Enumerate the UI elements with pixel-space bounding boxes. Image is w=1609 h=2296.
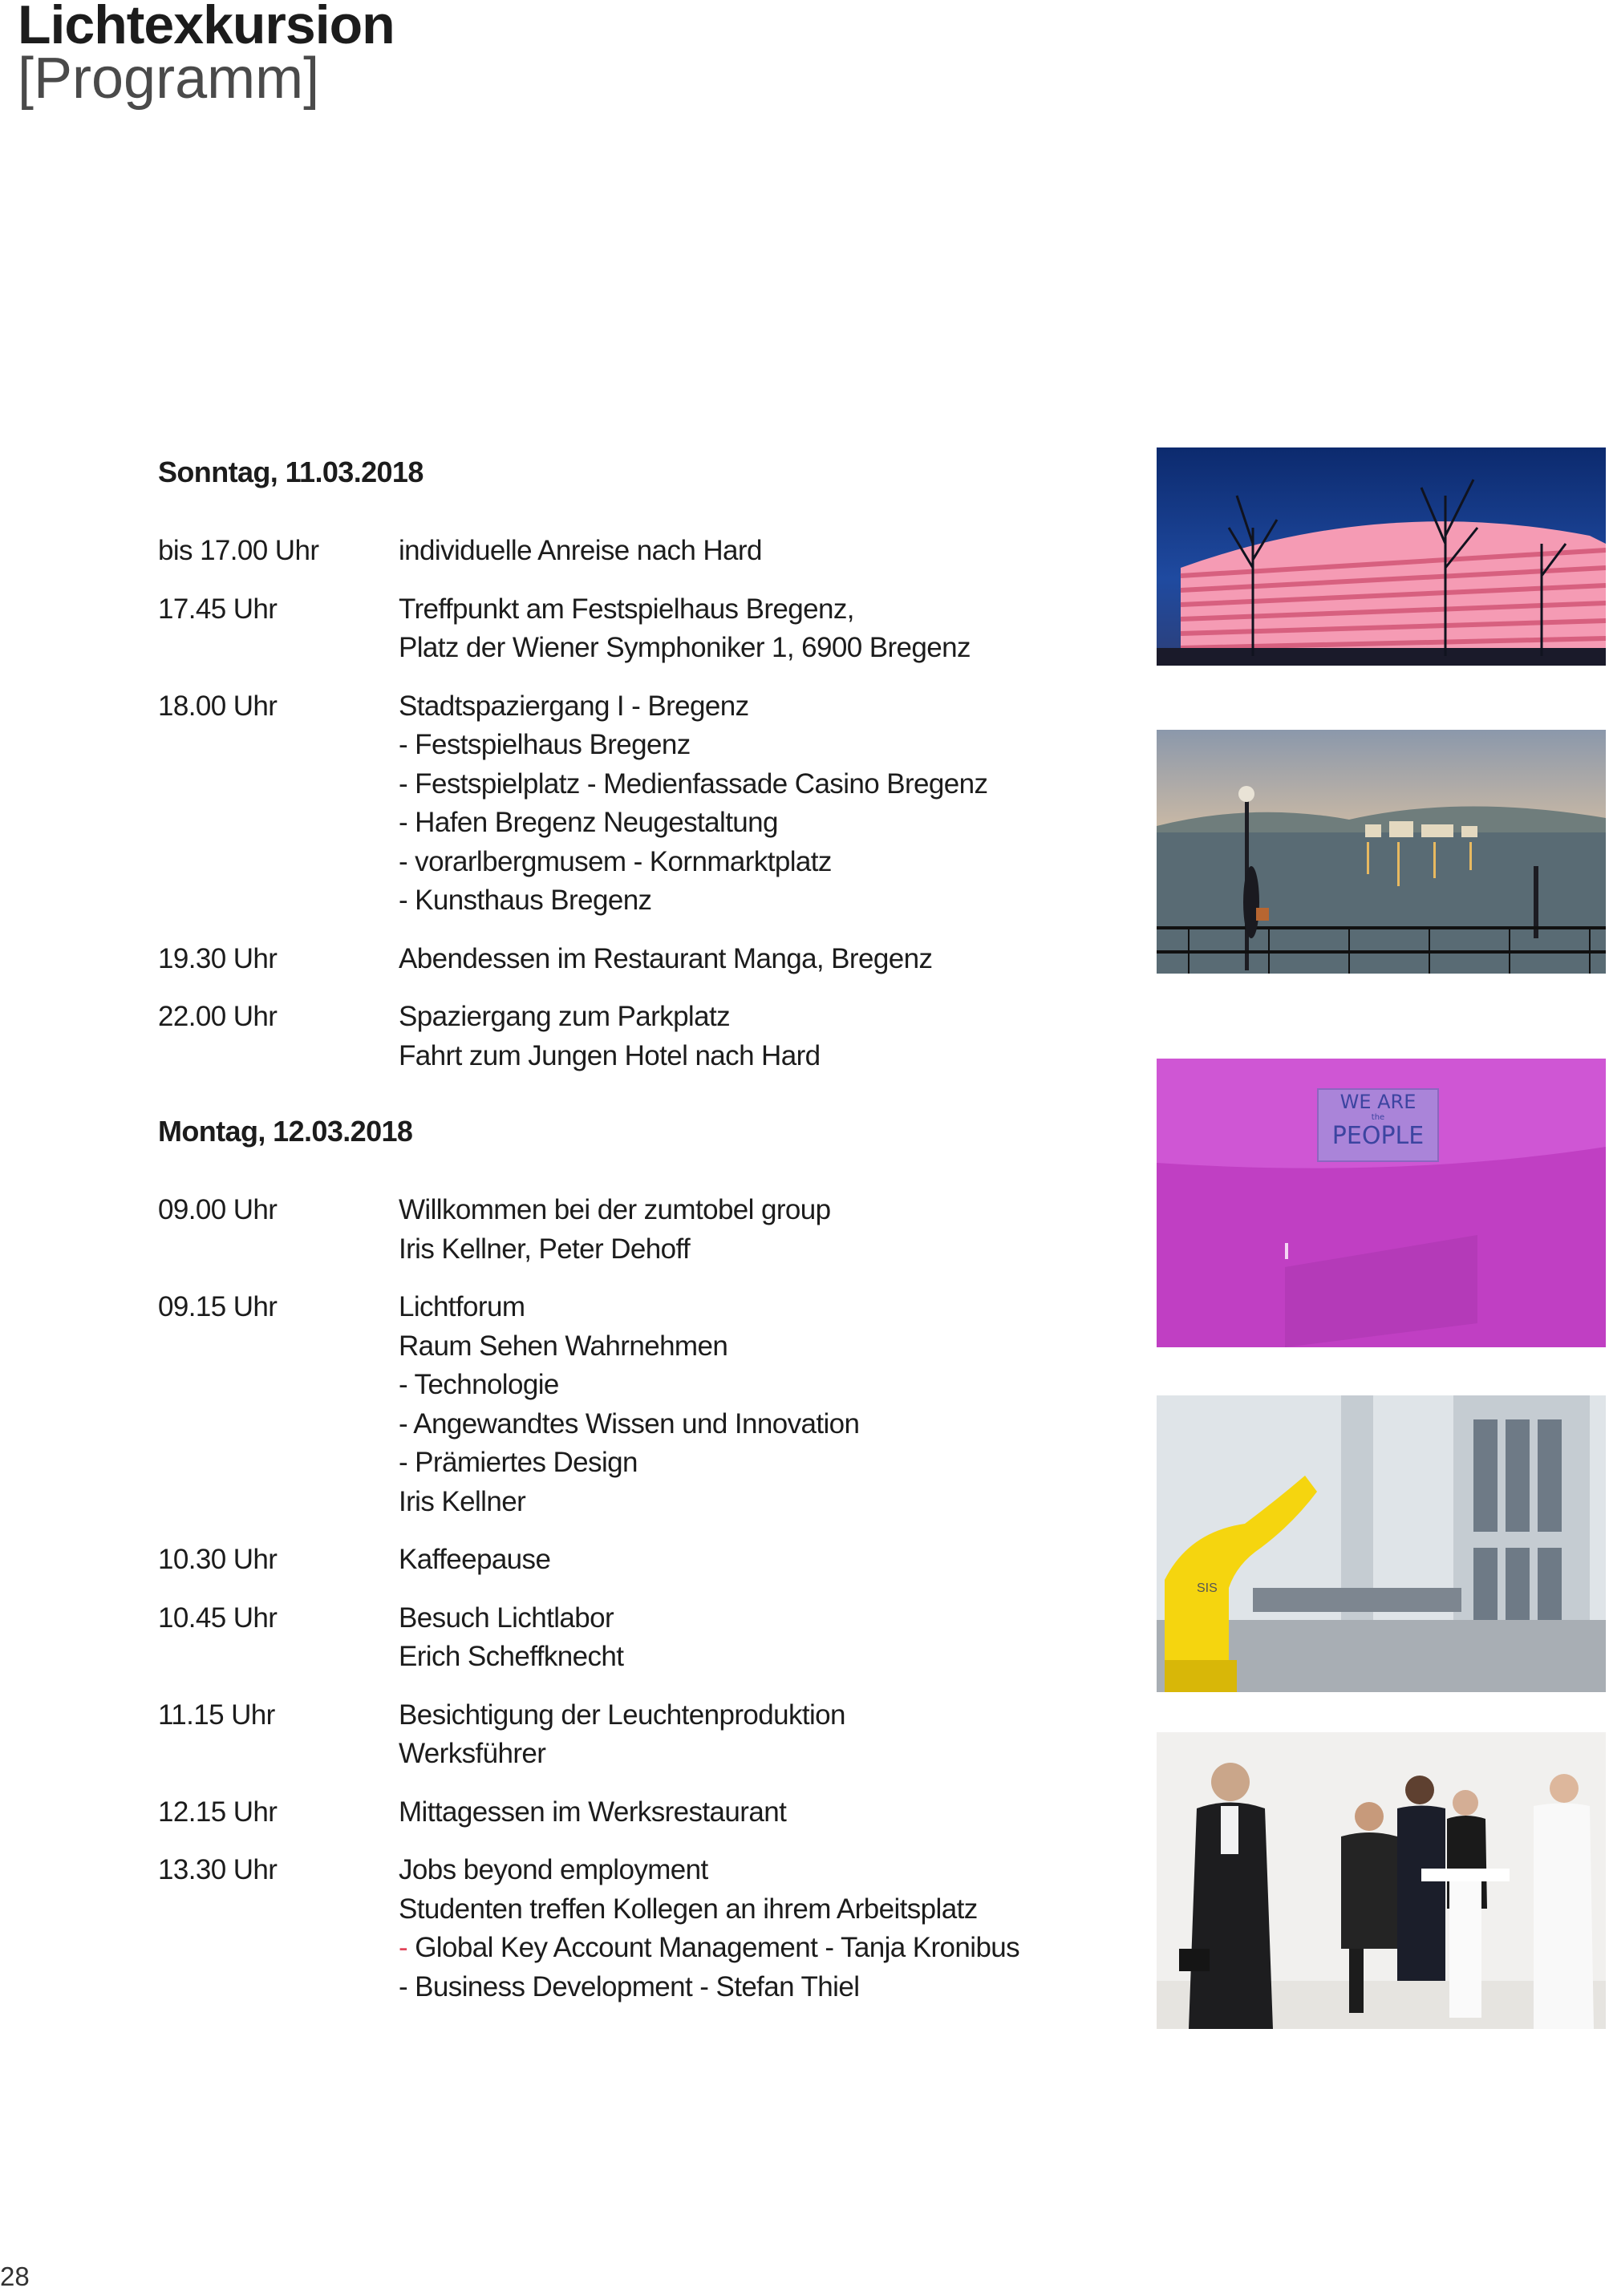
- entry-line: Studenten treffen Kollegen an ihrem Arbeitsplatz: [399, 1893, 978, 1925]
- entry-line: Stadtspaziergang I - Bregenz: [399, 690, 749, 722]
- entry-line: - Hafen Bregenz Neugestaltung: [399, 807, 778, 838]
- entry-description: [399, 1599, 623, 1677]
- entry-line: - Festspielhaus Bregenz: [399, 729, 691, 760]
- entry-line: Werksführer: [399, 1738, 546, 1769]
- entry-line: Besuch Lichtlabor: [399, 1602, 614, 1634]
- entry-description: [399, 1288, 859, 1521]
- entry-line: Iris Kellner: [399, 1485, 526, 1517]
- photo-magenta-wall: [1157, 1059, 1606, 1347]
- schedule-entry: [158, 1696, 1121, 1774]
- entry-description: [399, 532, 762, 571]
- entry-line: - Kunsthaus Bregenz: [399, 885, 652, 916]
- entry-time: bis 17.00 Uhr: [158, 535, 319, 566]
- entry-description: [399, 1696, 845, 1774]
- entry-line: Besichtigung der Leuchtenproduktion: [399, 1699, 845, 1731]
- entry-line: Kaffeepause: [399, 1544, 551, 1575]
- entry-line: - Angewandtes Wissen und Innovation: [399, 1407, 860, 1440]
- entry-description: [399, 1541, 550, 1580]
- schedule-entry: [158, 1191, 1121, 1269]
- entry-line: Raum Sehen Wahrnehmen: [399, 1330, 728, 1362]
- program-schedule: [158, 453, 1121, 2006]
- entry-time: 09.15 Uhr: [158, 1291, 278, 1322]
- entry-line: Iris Kellner, Peter Dehoff: [399, 1233, 691, 1265]
- day-heading-monday: Montag, 12.03.2018: [158, 1115, 413, 1148]
- entry-description: [399, 590, 971, 668]
- photo-festspielhaus: [1157, 447, 1606, 666]
- entry-description: [399, 998, 821, 1075]
- entry-line: Treffpunkt am Festspielhaus Bregenz,: [399, 593, 854, 625]
- entry-time: 19.30 Uhr: [158, 942, 278, 974]
- red-dash-marker: -: [399, 1932, 415, 1963]
- entry-line: Jobs beyond employment: [399, 1854, 708, 1885]
- entry-line: - Festspielplatz - Medienfassade Casino Bregenz: [399, 767, 988, 800]
- entry-time: 12.15 Uhr: [158, 1796, 278, 1828]
- entry-time: 18.00 Uhr: [158, 690, 278, 722]
- entry-line: - vorarlbergmusem - Kornmarktplatz: [399, 845, 832, 877]
- entry-line: - Prämiertes Design: [399, 1447, 638, 1478]
- entry-line: Fahrt zum Jungen Hotel nach Hard: [399, 1039, 821, 1071]
- schedule-entry: [158, 998, 1121, 1075]
- entry-description: [399, 1191, 831, 1269]
- schedule-entry: [158, 1541, 1121, 1580]
- photo-production-robot: [1157, 1395, 1606, 1692]
- schedule-entry: [158, 940, 1121, 979]
- entry-line: Platz der Wiener Symphoniker 1, 6900 Bregenz: [399, 632, 971, 663]
- entry-time: 09.00 Uhr: [158, 1194, 278, 1225]
- entry-time: 10.30 Uhr: [158, 1544, 278, 1575]
- page-title: Lichtexkursion: [18, 0, 395, 55]
- entry-line: individuelle Anreise nach Hard: [399, 535, 762, 566]
- entry-line: - Business Development - Stefan Thiel: [399, 1970, 860, 2002]
- entry-description: [399, 1793, 786, 1832]
- entry-line: Mittagessen im Werksrestaurant: [399, 1796, 787, 1828]
- entry-line: Willkommen bei der zumtobel group: [399, 1194, 831, 1225]
- entry-time: 22.00 Uhr: [158, 1001, 278, 1032]
- schedule-entry: [158, 590, 1121, 668]
- day-heading-sunday: Sonntag, 11.03.2018: [158, 456, 424, 488]
- we-are-the-people-sign: WE ARE the PEOPLE: [1317, 1088, 1439, 1162]
- entry-line: Spaziergang zum Parkplatz: [399, 1001, 730, 1032]
- entry-line: Abendessen im Restaurant Manga, Bregenz: [399, 942, 933, 974]
- schedule-entry: [158, 532, 1121, 571]
- entry-time: 11.15 Uhr: [158, 1699, 275, 1731]
- entry-line: Erich Scheffknecht: [399, 1641, 624, 1672]
- entry-line: [399, 1929, 1019, 1968]
- entry-line-text: Global Key Account Management - Tanja Kronibus: [415, 1932, 1020, 1963]
- entry-time: 17.45 Uhr: [158, 593, 278, 625]
- schedule-entry: [158, 1288, 1121, 1521]
- photo-people-meeting: [1157, 1732, 1606, 2029]
- entry-description: [399, 1851, 1019, 2006]
- entry-line: Lichtforum: [399, 1291, 525, 1322]
- entry-description: [399, 940, 932, 979]
- entry-time: 10.45 Uhr: [158, 1602, 278, 1634]
- photo-lake-promenade: [1157, 730, 1606, 974]
- svg-text:SIS: SIS: [1197, 1581, 1218, 1595]
- schedule-entry: [158, 1851, 1121, 2006]
- schedule-entry: [158, 1599, 1121, 1677]
- entry-description: [399, 687, 987, 921]
- schedule-entry: [158, 687, 1121, 921]
- page-number: 28: [0, 2262, 30, 2291]
- page-subtitle: [Programm]: [18, 47, 320, 111]
- schedule-entry: [158, 1793, 1121, 1832]
- entry-line: - Technologie: [399, 1369, 559, 1400]
- entry-time: 13.30 Uhr: [158, 1854, 278, 1885]
